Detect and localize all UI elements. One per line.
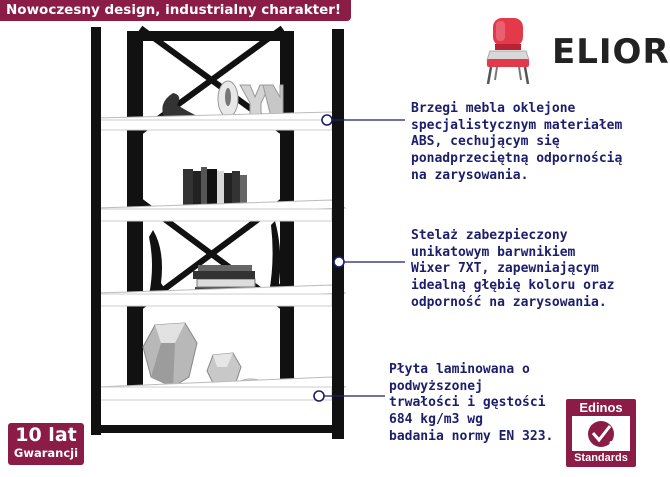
callout-lines [319, 120, 405, 396]
front-right-post [332, 29, 344, 439]
red-chair-icon [482, 14, 544, 86]
decor-large-vase [143, 323, 197, 387]
annotation-edges: Brzegi mebla oklejone specjalistycznym materiałem ABS, cechującym się ponadprzeciętną odpornością na zarysowania. [411, 101, 623, 183]
top-rail [127, 31, 294, 41]
annotation-frame: Stelaż zabezpieczony unikatowym barwnikiem Wixer 7XT, zapewniającym idealną głębię koloru oraz odporność na zarysowania. [411, 228, 615, 310]
base-rail [91, 425, 344, 433]
banner-text: Nowoczesny design, industrialny charakter! [6, 2, 342, 18]
warranty-years: 10 lat [15, 424, 77, 446]
certificate-left: DSI [574, 440, 591, 451]
decor-vase-white [218, 81, 238, 117]
bookshelf-illustration [85, 25, 415, 445]
brand-logo [482, 14, 670, 86]
certificate-number: 804 [609, 440, 626, 451]
decor-letters-xy [240, 85, 283, 117]
certificate-badge [566, 399, 636, 467]
top-banner [0, 0, 351, 21]
brand-name: ELIOR [552, 32, 670, 72]
annotation-board: Płyta laminowana o podwyższonej trwałości i gęstości 684 kg/m3 wg badania normy EN 323. [389, 362, 554, 444]
warranty-badge [8, 423, 84, 465]
frame-cross-braces [143, 30, 280, 305]
certificate-name: Edinos [579, 400, 623, 415]
front-left-post [91, 27, 101, 435]
certificate-subtitle: Standards [574, 452, 628, 464]
warranty-label: Gwarancji [13, 446, 79, 460]
